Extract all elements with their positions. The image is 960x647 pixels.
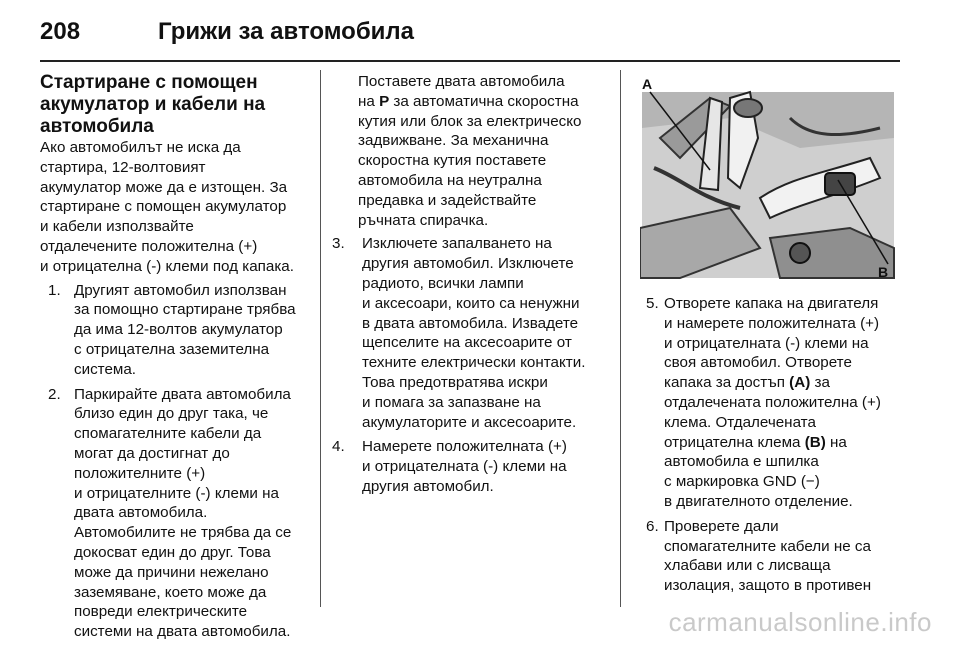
continuation-paragraph: Поставете двата автомобила на P за автоматична скоростна кутия или блок за електрическо задвижване. За механична скоростна кутия поставете автомобила на неутрална предавка и задействайте ръчната спирачка. — [358, 73, 582, 229]
callout-label-b: B — [878, 264, 889, 280]
column-3 — [640, 72, 898, 601]
list-item: 2. Паркирайте двата автомобила близо един до друг така, че спомагателните кабели да могат да достигнат до положителните (+) и отрицателните (-) клеми на двата автомобила. Автомобилите не трябва да се докосват един до друг. Това може да причини нежелано заземяване, което може да повреди електрическите системи на двата автомобила. — [48, 385, 292, 641]
intro-paragraph: Ако автомобилът не иска да стартира, 12-волтовият акумулатор може да е изтощен. За стартиране с помощен акумулатор и кабели използвайте отдалечените положителна (+) и отрицателна (-) клеми под капака. — [40, 139, 294, 275]
column-divider-2 — [620, 70, 621, 607]
page-number: 208 — [40, 18, 81, 45]
steps-list — [640, 294, 898, 596]
callout-label-a: A — [642, 76, 653, 92]
column-2 — [332, 72, 602, 502]
list-item: 1. Другият автомобил използван за помощно стартиране трябва да има 12-волтов акумулатор с отрицателна заземителна система. — [48, 281, 296, 378]
list-item: 3. Изключете запалването на другия автомобил. Изключете радиото, всички лампи и аксесоари, които са ненужни в двата автомобила. Извадете щепселите на аксесоарите от техните електрически контакти. Това предотвратява искри и помага за запазване на акумулаторите и аксесоарите. — [332, 235, 586, 431]
page-header — [40, 14, 900, 58]
list-item: 5. Отворете капака на двигателя и намерете положителната (+) и отрицателната (-) клеми на своя автомобил. Отворете капака за достъп (A) за отдалечената положителна (+) клема. Отдалечената отрицателна клема (B) на автомобила е шпилка с маркировка GND (−) в двигателното отделение. — [646, 295, 881, 510]
header-rule — [40, 60, 900, 62]
column-divider-1 — [320, 70, 321, 607]
section-title: Стартиране с помощен акумулатор и кабели на автомобила — [40, 72, 266, 137]
steps-list — [332, 234, 602, 496]
callout-ref-b: (B) — [804, 433, 826, 451]
callout-ref-a: (A) — [789, 374, 811, 392]
steps-list — [40, 281, 305, 642]
park-position-letter: P — [379, 92, 390, 110]
watermark: carmanualsonline.info — [668, 607, 932, 637]
list-item: 4. Намерете положителната (+) и отрицателната (-) клеми на другия автомобил. — [332, 438, 567, 495]
column-1 — [40, 72, 305, 647]
list-item: 6. Проверете дали спомагателните кабели не са хлабави или с лисващa изолация, защото в противен — [646, 517, 872, 595]
running-title: Грижи за автомобила — [158, 18, 415, 45]
